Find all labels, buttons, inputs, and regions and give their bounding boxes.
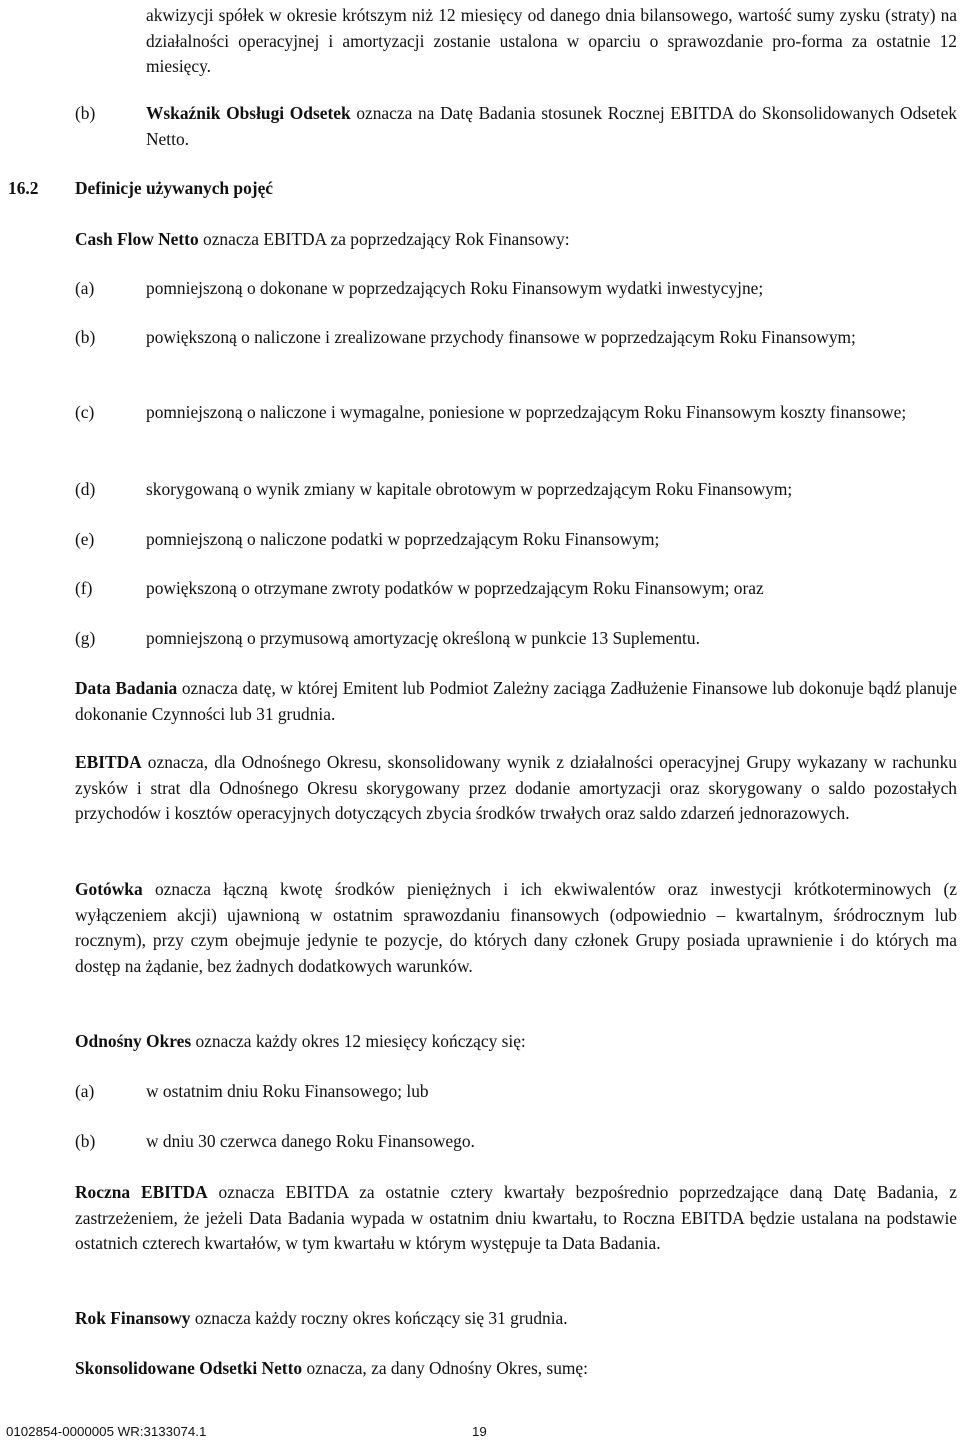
defined-term: Skonsolidowane Odsetki Netto [75,1358,303,1378]
definition-gotowka [75,877,957,979]
list-text: pomniejszoną o naliczone podatki w poprzedzającym Roku Finansowym; [146,529,660,549]
continuation-text: akwizycji spółek w okresie krótszym niż 12 miesięcy od danego dnia bilansowego, wartość sumy zysku (straty) na działalności operacyjnej i amortyzacji zostanie ustalona w oparciu o sprawozdanie pro-forma za ostatnie 12 miesięcy. [146,5,957,77]
list-text: skorygowaną o wynik zmiany w kapitale obrotowym w poprzedzającym Roku Finansowym; [146,479,793,499]
list-label: (b) [75,103,96,123]
list-text: powiększoną o otrzymane zwroty podatków w poprzedzającym Roku Finansowym; oraz [146,578,764,598]
defined-term: Wskaźnik Obsługi Odsetek [146,103,351,123]
section-heading [8,176,908,202]
defined-term: Rok Finansowy [75,1308,191,1328]
definition-text: oznacza na Datę Badania stosunek Rocznej EBITDA do Skonsolidowanych Odsetek Netto. [146,103,957,149]
list-text: w dniu 30 czerwca danego Roku Finansowego. [146,1131,475,1151]
list-text: powiększoną o naliczone i zrealizowane przychody finansowe w poprzedzającym Roku Finansowym; [146,327,856,347]
list-label: (d) [75,479,96,499]
list-item [75,400,957,426]
definition-text: oznacza, dla Odnośnego Okresu, skonsolidowany wynik z działalności operacyjnej Grupy wykazany w rachunku zysków i strat dla Odnośnego Okresu skorygowany przez dodanie amortyzacji oraz skorygowany o saldo pozostałych przychodów i kosztów operacyjnych dotyczących zbycia środków trwałych oraz saldo zdarzeń jednorazowych. [75,752,957,824]
defined-term: EBITDA [75,752,142,772]
definition-text: oznacza łączną kwotę środków pieniężnych i ich ekwiwalentów oraz inwestycji krótkoterminowych (z wyłączeniem akcji) ujawnioną w ostatnim sprawozdaniu finansowych (odpowiednio – kwartalnym, śródrocznym lub rocznym), przy czym obejmuje jedynie te pozycje, do których dany członek Grupy posiada uprawnienie i do których ma dostęp na żądanie, bez żadnych dodatkowych warunków. [75,879,957,976]
definition-text: oznacza EBITDA za poprzedzający Rok Finansowy: [198,229,570,249]
list-item [75,325,957,351]
continuation-paragraph [75,3,957,80]
definition-text: oznacza każdy roczny okres kończący się 31 grudnia. [190,1308,568,1328]
footer-doc-id: 0102854-0000005 WR:3133074.1 [6,1424,207,1439]
list-text: pomniejszoną o naliczone i wymagalne, poniesione w poprzedzającym Roku Finansowym koszty finansowe; [146,402,907,422]
definition-roczna-ebitda [75,1180,957,1257]
definition-text: oznacza EBITDA za ostatnie cztery kwartały bezpośrednio poprzedzające daną Datę Badania, z zastrzeżeniem, że jeżeli Data Badania wypada w ostatnim dniu kwartału, to Roczna EBITDA będzie ustalana na podstawie ostatnich czterech kwartałów, w tym kwartału w którym występuje ta Data Badania. [75,1182,957,1254]
list-text: w ostatnim dniu Roku Finansowego; lub [146,1081,429,1101]
list-label: (c) [75,402,95,422]
list-item [75,576,957,602]
page-number: 19 [472,1424,487,1439]
section-title: Definicje używanych pojęć [75,178,274,198]
list-text [146,101,957,152]
list-label: (a) [75,1081,95,1101]
list-label: (g) [75,628,96,648]
definition-cash-flow [75,227,957,253]
list-label: (b) [75,1131,96,1151]
list-item [75,1129,957,1155]
defined-term: Odnośny Okres [75,1031,192,1051]
list-text: pomniejszoną o przymusową amortyzację określoną w punkcie 13 Suplementu. [146,628,700,648]
list-label: (a) [75,278,95,298]
defined-term: Gotówka [75,879,143,899]
definition-text: oznacza, za dany Odnośny Okres, sumę: [302,1358,588,1378]
definition-text: oznacza każdy okres 12 miesięcy kończący się: [191,1031,526,1051]
list-item [75,276,957,302]
defined-term: Cash Flow Netto [75,229,199,249]
list-item [75,527,957,553]
list-label: (e) [75,529,95,549]
list-item [75,1079,957,1105]
list-label: (b) [75,327,96,347]
defined-term: Data Badania [75,678,178,698]
defined-term: Roczna EBITDA [75,1182,208,1202]
definition-odnosny-okres [75,1029,957,1055]
definition-text: oznacza datę, w której Emitent lub Podmiot Zależny zaciąga Zadłużenie Finansowe lub dokonuje bądź planuje dokonanie Czynności lub 31 grudnia. [75,678,957,724]
definition-ebitda [75,750,957,827]
list-item [75,626,957,652]
list-item-interest-coverage [75,101,957,152]
section-number: 16.2 [8,178,39,198]
definition-odsetki-netto [75,1356,957,1382]
definition-rok-finansowy [75,1306,957,1332]
definition-data-badania [75,676,957,727]
list-text: pomniejszoną o dokonane w poprzedzających Roku Finansowym wydatki inwestycyjne; [146,278,764,298]
list-label: (f) [75,578,93,598]
list-item [75,477,957,503]
